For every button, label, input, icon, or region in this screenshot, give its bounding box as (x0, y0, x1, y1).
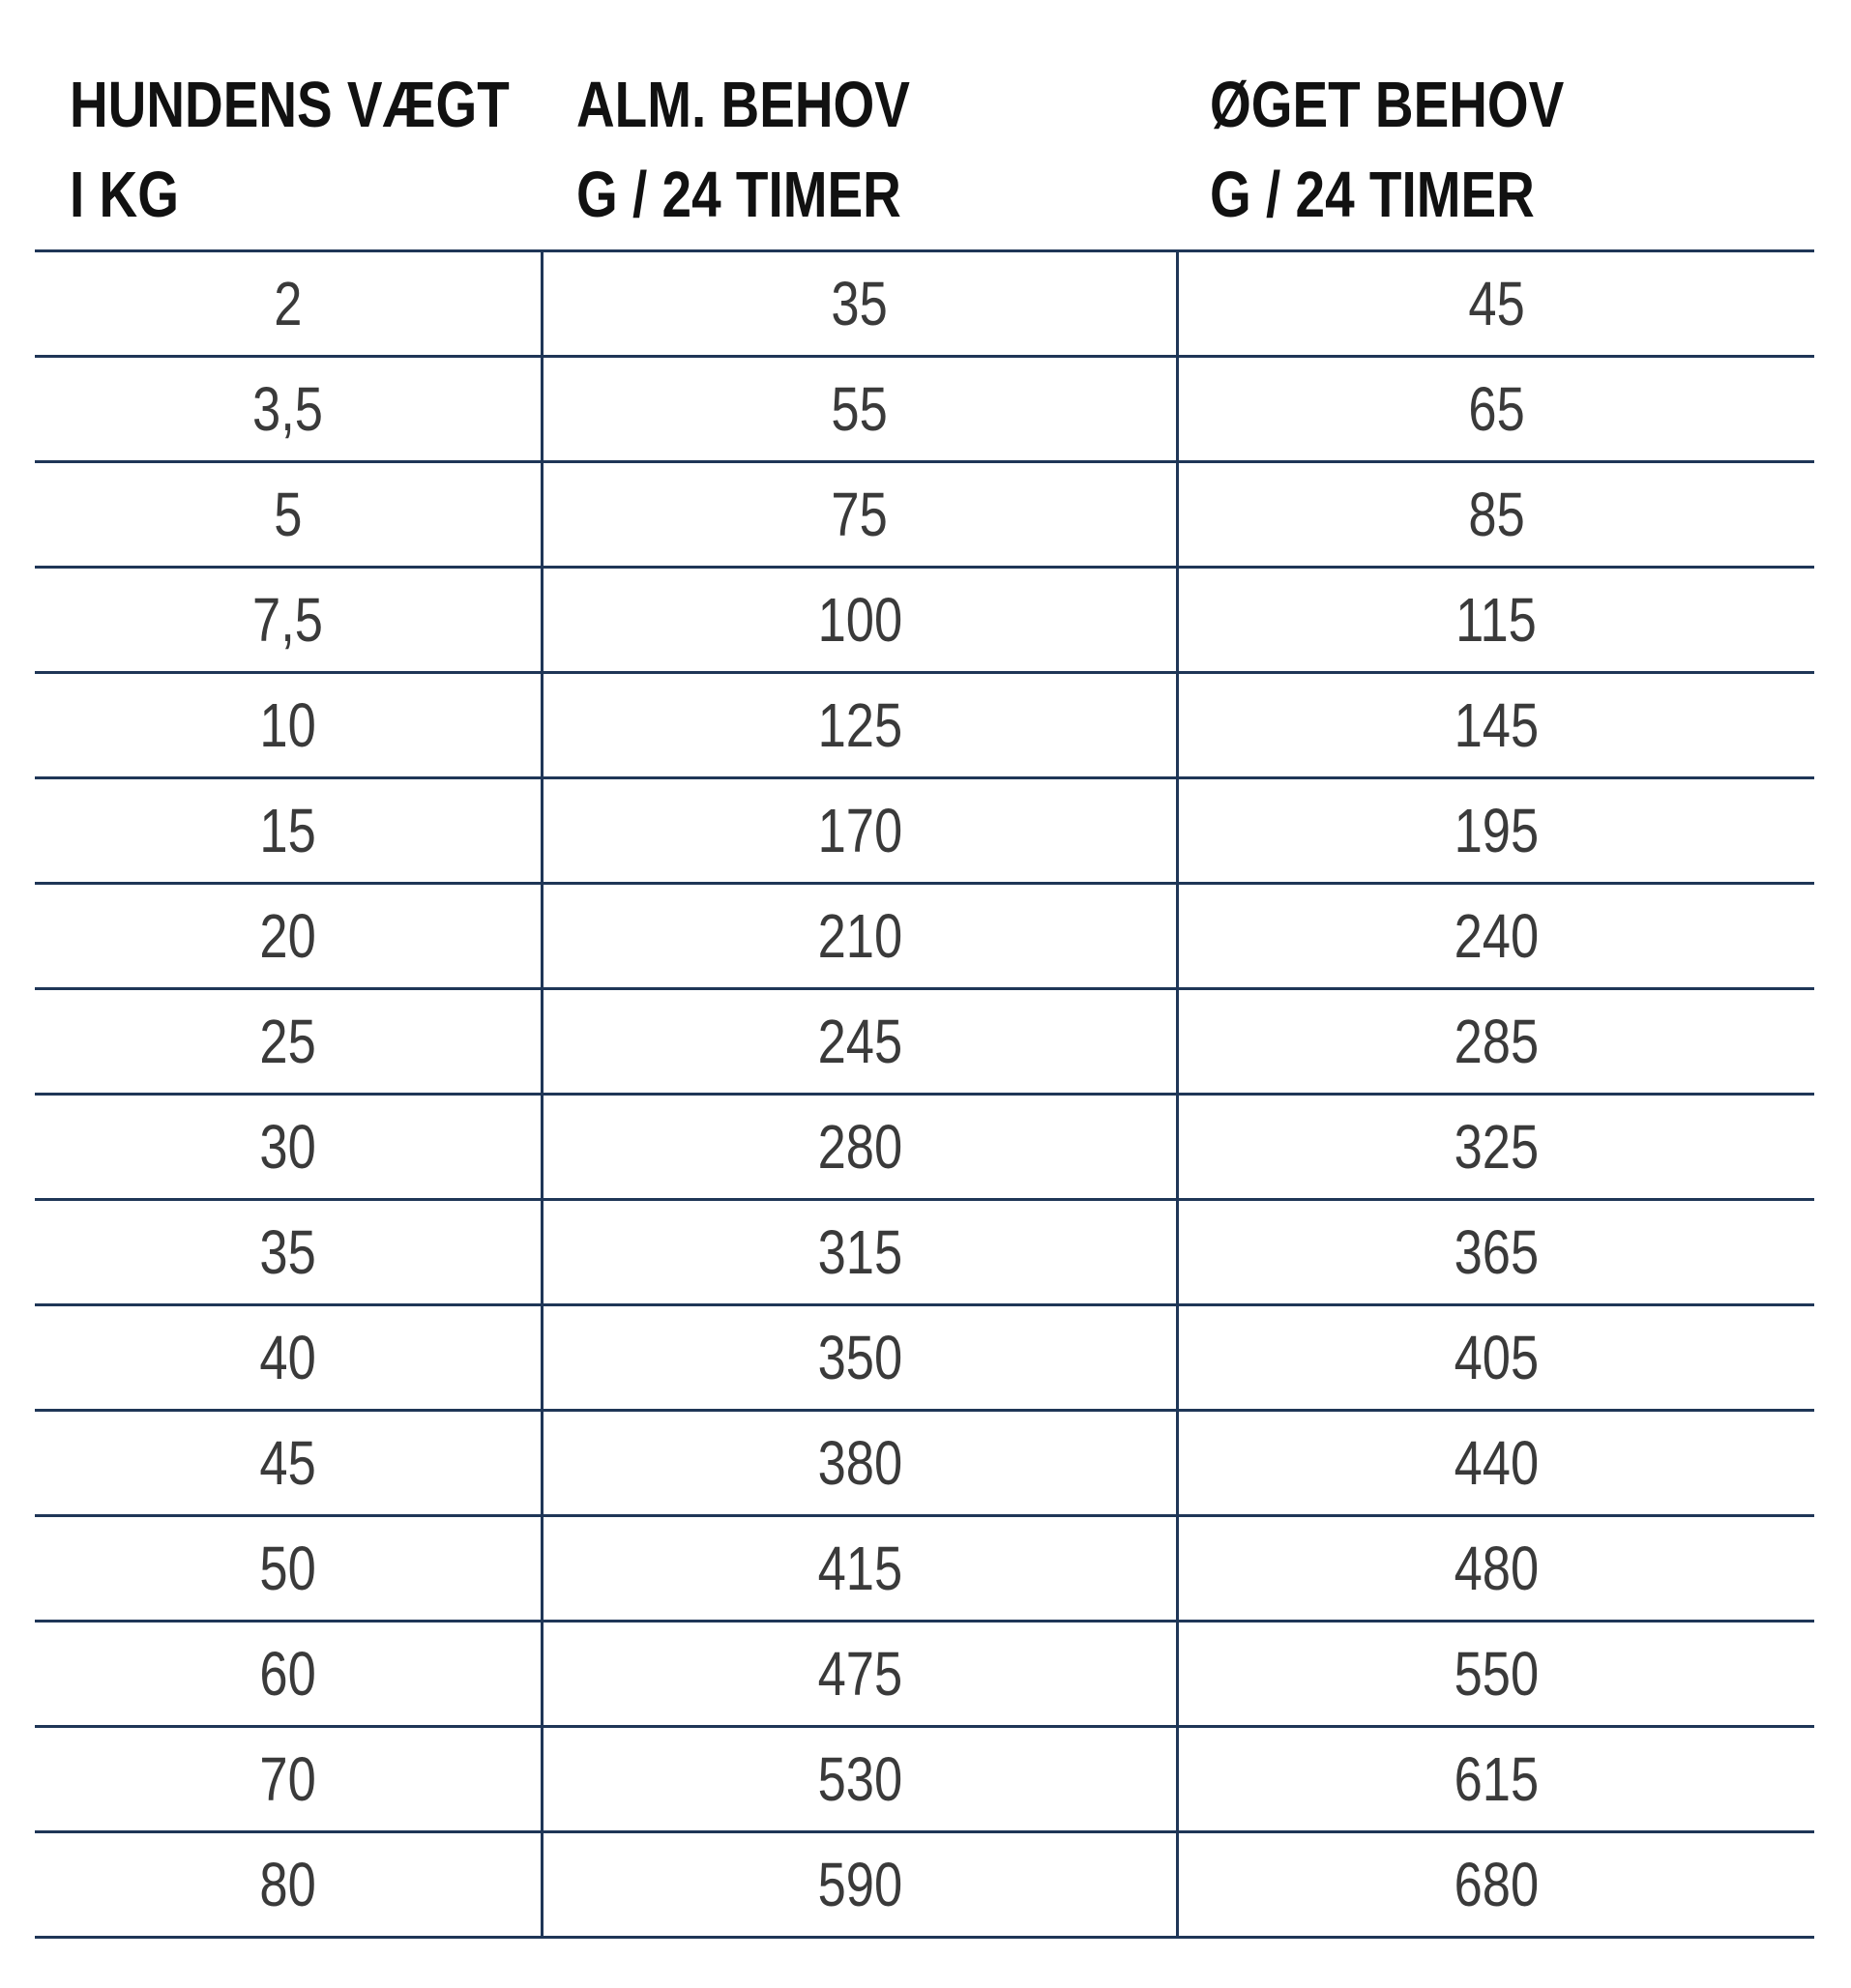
weight-cell (35, 1517, 544, 1620)
increased-need-cell-value: 440 (1454, 1428, 1540, 1498)
normal-need-cell-value: 280 (817, 1112, 902, 1182)
weight-cell (35, 1201, 544, 1303)
table-row (35, 1728, 1814, 1833)
increased-need-cell-value: 195 (1454, 796, 1540, 865)
normal-need-cell (544, 885, 1179, 987)
weight-cell (35, 358, 544, 460)
increased-need-cell-value: 325 (1454, 1112, 1540, 1182)
weight-cell-value: 3,5 (252, 374, 323, 444)
feeding-table (35, 0, 1814, 1919)
header-increased-line2: G / 24 TIMER (1210, 159, 1535, 231)
table-row (35, 463, 1814, 569)
weight-cell (35, 885, 544, 987)
normal-need-cell-value: 100 (817, 585, 902, 655)
weight-cell (35, 1833, 544, 1936)
weight-cell-value: 70 (259, 1744, 316, 1814)
increased-need-cell (1179, 1201, 1814, 1303)
header-normal-line1: ALM. BEHOV (576, 69, 910, 141)
increased-need-cell (1179, 1833, 1814, 1936)
weight-cell (35, 252, 544, 355)
weight-cell-value: 25 (259, 1007, 316, 1076)
increased-need-cell (1179, 1623, 1814, 1725)
increased-need-cell (1179, 569, 1814, 671)
normal-need-cell-value: 35 (831, 269, 889, 338)
weight-cell-value: 80 (259, 1850, 316, 1919)
increased-need-cell (1179, 463, 1814, 566)
increased-need-cell (1179, 885, 1814, 987)
increased-need-cell (1179, 674, 1814, 776)
increased-need-cell (1179, 1306, 1814, 1409)
header-normal-line2: G / 24 TIMER (576, 159, 901, 231)
increased-need-cell (1179, 252, 1814, 355)
increased-need-cell (1179, 358, 1814, 460)
normal-need-cell (544, 674, 1179, 776)
increased-need-cell (1179, 990, 1814, 1093)
header-increased-line1: ØGET BEHOV (1210, 69, 1565, 141)
increased-need-cell (1179, 1517, 1814, 1620)
normal-need-cell (544, 1412, 1179, 1514)
table-row (35, 1201, 1814, 1306)
weight-cell (35, 1623, 544, 1725)
normal-need-cell (544, 1306, 1179, 1409)
normal-need-cell-value: 530 (817, 1744, 902, 1814)
table-header (35, 0, 1814, 249)
increased-need-cell-value: 45 (1468, 269, 1525, 338)
normal-need-cell (544, 1833, 1179, 1936)
weight-cell-value: 7,5 (252, 585, 323, 655)
increased-need-cell-value: 550 (1454, 1639, 1540, 1709)
normal-need-cell (544, 463, 1179, 566)
increased-need-cell (1179, 1096, 1814, 1198)
increased-need-cell-value: 680 (1454, 1850, 1540, 1919)
normal-need-cell-value: 245 (817, 1007, 902, 1076)
weight-cell (35, 674, 544, 776)
increased-need-cell-value: 405 (1454, 1323, 1540, 1392)
normal-need-cell (544, 252, 1179, 355)
weight-cell (35, 569, 544, 671)
normal-need-cell-value: 380 (817, 1428, 902, 1498)
weight-cell-value: 45 (259, 1428, 316, 1498)
increased-need-cell (1179, 779, 1814, 882)
normal-need-cell (544, 1201, 1179, 1303)
weight-cell-value: 40 (259, 1323, 316, 1392)
increased-need-cell-value: 65 (1468, 374, 1525, 444)
normal-need-cell (544, 779, 1179, 882)
header-weight (70, 60, 510, 240)
table-row (35, 885, 1814, 990)
normal-need-cell-value: 75 (831, 480, 889, 549)
normal-need-cell-value: 170 (817, 796, 902, 865)
normal-need-cell (544, 1623, 1179, 1725)
increased-need-cell-value: 365 (1454, 1217, 1540, 1287)
normal-need-cell (544, 1096, 1179, 1198)
normal-need-cell-value: 125 (817, 690, 902, 760)
table-row (35, 1517, 1814, 1623)
weight-cell (35, 1728, 544, 1830)
normal-need-cell (544, 569, 1179, 671)
header-weight-line2: I KG (70, 159, 179, 231)
weight-cell (35, 1412, 544, 1514)
weight-cell-value: 30 (259, 1112, 316, 1182)
table-row (35, 1096, 1814, 1201)
table-row (35, 1412, 1814, 1517)
weight-cell-value: 35 (259, 1217, 316, 1287)
increased-need-cell (1179, 1412, 1814, 1514)
table-body (35, 249, 1814, 1939)
weight-cell-value: 15 (259, 796, 316, 865)
weight-cell-value: 20 (259, 901, 316, 971)
increased-need-cell-value: 615 (1454, 1744, 1540, 1814)
weight-cell (35, 1096, 544, 1198)
normal-need-cell (544, 1728, 1179, 1830)
increased-need-cell-value: 240 (1454, 901, 1540, 971)
weight-cell (35, 990, 544, 1093)
header-normal-need (576, 60, 910, 240)
table-row (35, 779, 1814, 885)
table-row (35, 1306, 1814, 1412)
normal-need-cell-value: 415 (817, 1534, 902, 1603)
normal-need-cell (544, 1517, 1179, 1620)
table-row (35, 990, 1814, 1096)
normal-need-cell-value: 55 (831, 374, 889, 444)
normal-need-cell-value: 210 (817, 901, 902, 971)
normal-need-cell (544, 990, 1179, 1093)
weight-cell-value: 10 (259, 690, 316, 760)
table-row (35, 252, 1814, 358)
normal-need-cell (544, 358, 1179, 460)
table-row (35, 1833, 1814, 1939)
table-row (35, 674, 1814, 779)
header-increased-need (1210, 60, 1564, 240)
weight-cell-value: 60 (259, 1639, 316, 1709)
increased-need-cell (1179, 1728, 1814, 1830)
weight-cell (35, 463, 544, 566)
weight-cell-value: 5 (273, 480, 303, 549)
normal-need-cell-value: 315 (817, 1217, 902, 1287)
normal-need-cell-value: 350 (817, 1323, 902, 1392)
increased-need-cell-value: 115 (1455, 585, 1538, 655)
normal-need-cell-value: 475 (817, 1639, 902, 1709)
table-row (35, 358, 1814, 463)
weight-cell-value: 2 (273, 269, 303, 338)
normal-need-cell-value: 590 (817, 1850, 902, 1919)
weight-cell-value: 50 (259, 1534, 316, 1603)
table-row (35, 1623, 1814, 1728)
weight-cell (35, 1306, 544, 1409)
increased-need-cell-value: 145 (1454, 690, 1540, 760)
increased-need-cell-value: 285 (1454, 1007, 1540, 1076)
increased-need-cell-value: 85 (1468, 480, 1525, 549)
header-weight-line1: HUNDENS VÆGT (70, 69, 510, 141)
table-row (35, 569, 1814, 674)
increased-need-cell-value: 480 (1454, 1534, 1540, 1603)
weight-cell (35, 779, 544, 882)
